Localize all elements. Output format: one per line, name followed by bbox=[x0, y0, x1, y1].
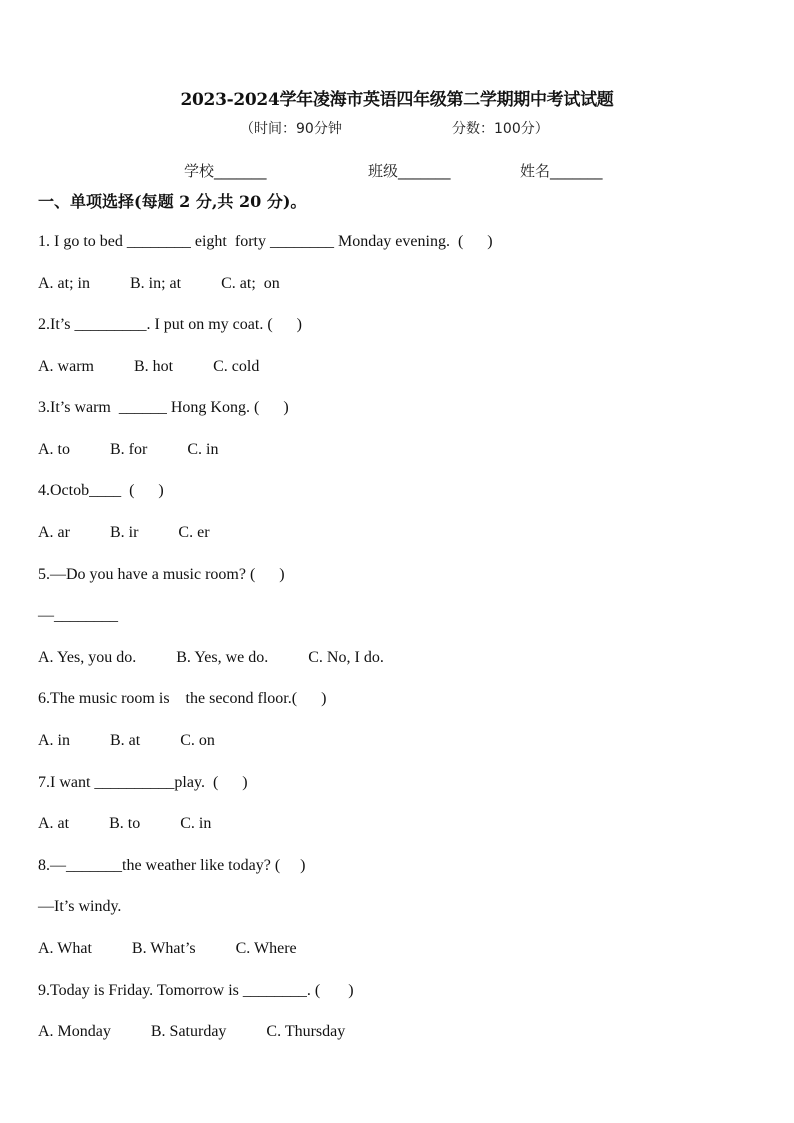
options-6: A. in B. at C. on bbox=[38, 732, 215, 749]
options-5: A. Yes, you do. B. Yes, we do. C. No, I do. bbox=[38, 649, 384, 666]
answer-5: —________ bbox=[38, 607, 118, 624]
question-2: 2.It’s _________. I put on my coat. ( ) bbox=[38, 316, 302, 333]
question-5: 5.—Do you have a music room? ( ) bbox=[38, 566, 285, 583]
question-1: 1. I go to bed ________ eight forty ________ Monday evening. ( ) bbox=[38, 233, 493, 250]
question-4: 4.Octob____ ( ) bbox=[38, 482, 164, 499]
options-2: A. warm B. hot C. cold bbox=[38, 358, 260, 375]
options-9: A. Monday B. Saturday C. Thursday bbox=[38, 1023, 346, 1040]
section-heading: 一、单项选择(每题 2 分,共 20 分)。 bbox=[38, 192, 307, 211]
answer-8: —It’s windy. bbox=[38, 898, 122, 915]
question-7: 7.I want __________play. ( ) bbox=[38, 774, 248, 791]
question-8: 8.—_______the weather like today? ( ) bbox=[38, 857, 306, 874]
options-7: A. at B. to C. in bbox=[38, 815, 212, 832]
page-title: 2023-2024学年凌海市英语四年级第二学期期中考试试题 bbox=[180, 90, 614, 110]
class-field: 班级_______ bbox=[368, 162, 451, 180]
options-1: A. at; in B. in; at C. at; on bbox=[38, 275, 280, 292]
options-8: A. What B. What’s C. Where bbox=[38, 940, 297, 957]
exam-time: （时间：90分钟 bbox=[240, 121, 342, 137]
question-6: 6.The music room is the second floor.( ) bbox=[38, 690, 327, 707]
name-field: 姓名_______ bbox=[520, 162, 603, 180]
options-3: A. to B. for C. in bbox=[38, 441, 219, 458]
exam-score: 分数：100分） bbox=[452, 121, 549, 137]
school-field: 学校_______ bbox=[184, 162, 267, 180]
question-3: 3.It’s warm ______ Hong Kong. ( ) bbox=[38, 399, 289, 416]
question-9: 9.Today is Friday. Tomorrow is ________. ( ) bbox=[38, 982, 354, 999]
options-4: A. ar B. ir C. er bbox=[38, 524, 210, 541]
